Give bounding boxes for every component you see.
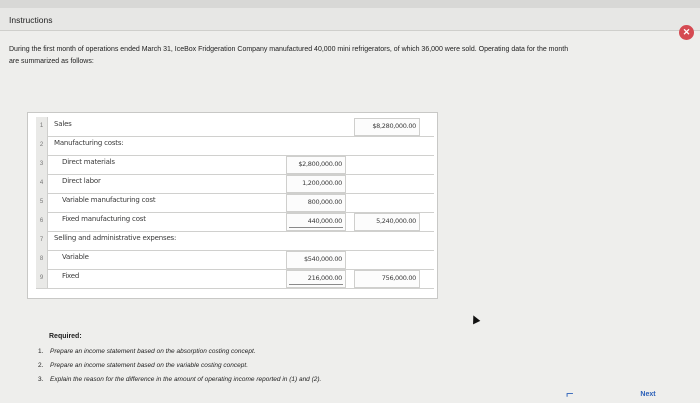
total-cell [354, 118, 420, 136]
row-label: Fixed [62, 272, 80, 280]
row-number: 3 [36, 155, 48, 174]
required-item [38, 362, 321, 376]
table-row [36, 117, 434, 137]
amount-value: 5,240,000.00 [376, 217, 416, 225]
required-heading: Required: [49, 333, 82, 340]
table-row [36, 155, 434, 175]
required-item-number: 3. [38, 376, 44, 383]
amount-value: 440,000.00 [307, 217, 342, 225]
header-title: Instructions [9, 15, 53, 25]
amount-value: $2,800,000.00 [298, 160, 342, 168]
total-cell [354, 213, 420, 231]
amount-value: 1,200,000.00 [302, 179, 342, 187]
required-item [38, 376, 321, 390]
operating-data-table [27, 112, 438, 299]
total-underline [289, 227, 343, 228]
row-label: Selling and administrative expenses: [54, 234, 177, 242]
instructions-window [0, 8, 700, 403]
intro-text [9, 44, 679, 68]
required-item-number: 1. [38, 348, 44, 355]
row-number: 4 [36, 174, 48, 193]
row-label: Manufacturing costs: [54, 139, 124, 147]
next-button[interactable]: Next [640, 391, 656, 398]
row-label: Variable manufacturing cost [62, 196, 156, 204]
intro-line-1: During the first month of operations ended March 31, IceBox Fridgeration Company manufactured 40,000 mini refrigerators, of which 36,000 were sold. Operating data for the month [9, 46, 569, 53]
table-row [36, 250, 434, 270]
row-number: 6 [36, 212, 48, 231]
amount-cell [286, 194, 346, 212]
row-number: 5 [36, 193, 48, 212]
row-label: Sales [54, 120, 72, 128]
instructions-header [0, 8, 700, 31]
amount-value: $540,000.00 [303, 255, 342, 263]
row-label: Direct materials [62, 158, 115, 166]
total-cell [354, 270, 420, 288]
total-underline [289, 284, 343, 285]
mouse-cursor [470, 314, 481, 325]
required-item [38, 348, 321, 362]
table-row [36, 269, 434, 289]
table-row [36, 136, 434, 156]
close-icon[interactable]: ✕ [679, 25, 694, 40]
row-label: Direct labor [62, 177, 101, 185]
amount-value: $8,280,000.00 [372, 122, 416, 130]
required-item-text: Prepare an income statement based on the absorption costing concept. [50, 348, 256, 355]
table-row [36, 212, 434, 232]
row-label: Variable [62, 253, 89, 261]
table-row [36, 174, 434, 194]
row-label: Fixed manufacturing cost [62, 215, 146, 223]
row-number: 8 [36, 250, 48, 269]
intro-line-2: are summarized as follows: [9, 58, 94, 65]
table-row [36, 231, 434, 251]
table-row [36, 193, 434, 213]
prev-arrow-icon[interactable]: ⌐ [566, 386, 574, 401]
required-item-text: Prepare an income statement based on the variable costing concept. [50, 362, 249, 369]
required-list [38, 348, 321, 390]
row-number: 2 [36, 136, 48, 155]
amount-cell [286, 251, 346, 269]
amount-cell [286, 213, 346, 231]
row-number: 9 [36, 269, 48, 288]
amount-cell [286, 175, 346, 193]
amount-cell [286, 156, 346, 174]
amount-cell [286, 270, 346, 288]
amount-value: 800,000.00 [307, 198, 342, 206]
amount-value: 216,000.00 [307, 274, 342, 282]
amount-value: 756,000.00 [381, 274, 416, 282]
row-number: 7 [36, 231, 48, 250]
required-item-text: Explain the reason for the difference in the amount of operating income reported in (1) and (2). [50, 376, 322, 383]
row-number: 1 [36, 117, 48, 136]
required-item-number: 2. [38, 362, 44, 369]
